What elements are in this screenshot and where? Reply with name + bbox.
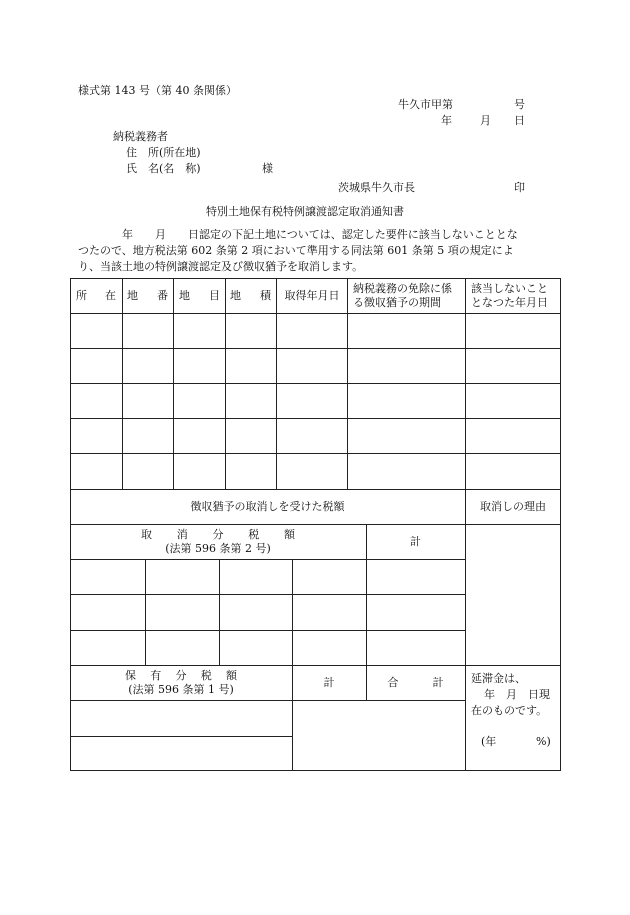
canceled-tax-amount-title: 徴収猶予の取消しを受けた税額	[190, 499, 345, 513]
late-fee-line-3: 在のものです。	[471, 704, 548, 717]
cancellation-reason-title: 取消しの理由	[480, 499, 546, 513]
notice-body-line-2: つたので、地方税法第 602 条第 2 項において準用する同法第 601 条第 5 項の規定によ	[78, 244, 514, 257]
notice-body-line-3: り、当該土地の特例譲渡認定及び徴収猶予を取消します。	[78, 260, 364, 273]
document-number-suffix: 号	[514, 98, 525, 111]
header-location: 所 在	[76, 289, 116, 302]
issuer-name: 茨城県牛久市長	[338, 181, 415, 194]
header-date-not-applicable: 該当しないこと となつた年月日	[471, 282, 548, 309]
document-number-city: 牛久市甲第	[398, 98, 453, 111]
date-year: 年	[441, 114, 452, 127]
cancel-tax-total-label: 計	[410, 534, 421, 548]
header-land-category: 地 目	[179, 289, 220, 302]
holding-tax-label: 保 有 分 税 額 (法第 596 条第 1 号)	[125, 668, 237, 696]
late-fee-line-2: 年 月 日現	[484, 688, 550, 701]
taxpayer-honorific: 様	[262, 162, 273, 175]
header-land-area: 地 積	[230, 289, 271, 302]
form-number: 様式第 143 号（第 40 条関係）	[78, 84, 237, 97]
late-fee-line-1: 延滞金は、	[471, 672, 526, 685]
date-month: 月	[480, 114, 491, 127]
grand-total-label: 合 計	[387, 675, 444, 689]
document-title: 特別土地保有税特例譲渡認定取消通知書	[206, 205, 404, 218]
header-lot-number: 地 番	[127, 289, 168, 302]
late-fee-rate-open: (年	[481, 735, 497, 748]
date-day: 日	[514, 114, 525, 127]
notice-body-line-1: 年 月 日認定の下記土地については、認定した要件に該当しないこととな	[100, 228, 518, 241]
notice-body	[78, 227, 558, 275]
cancel-tax-label: 取 消 分 税 額 (法第 596 条第 2 号)	[141, 527, 295, 555]
taxpayer-name-label: 氏 名(名 称)	[126, 162, 201, 175]
header-deferral-period: 納税義務の免除に係 る徴収猶予の期間	[353, 282, 452, 309]
taxpayer-address-label: 住 所(所在地)	[126, 146, 201, 159]
issuer-seal: 印	[514, 181, 525, 194]
holding-tax-total-label: 計	[323, 675, 335, 689]
late-fee-rate-close: %)	[536, 735, 551, 748]
header-acquisition-date: 取得年月日	[284, 289, 340, 302]
taxpayer-heading: 納税義務者	[113, 130, 168, 143]
